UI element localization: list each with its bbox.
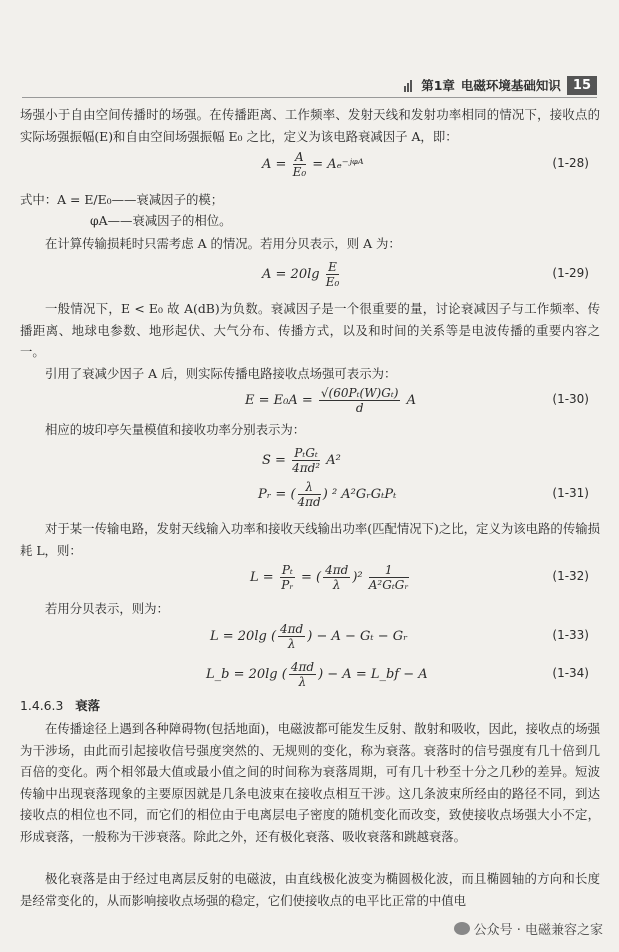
- eq-number: (1-28): [552, 156, 589, 170]
- chapter-bars-icon: [404, 79, 415, 92]
- frac-top: 4πd: [290, 660, 315, 674]
- frac-top: 1: [369, 563, 409, 578]
- paragraph-2b: φA——衰减因子的相位。: [90, 213, 232, 228]
- eq-fraction: [298, 480, 321, 509]
- eq-lhs: A = 20lg: [262, 267, 320, 282]
- frac-bottom: 4πd²: [292, 461, 321, 475]
- eq-rhs: A²: [326, 453, 341, 468]
- chapter-label: 第1章: [421, 78, 455, 93]
- header-rule: [22, 97, 597, 98]
- frac-bottom: A²GₜGᵣ: [368, 578, 409, 592]
- eq-lhs: E = E₀A =: [245, 393, 313, 408]
- eq-lhs: S =: [262, 453, 286, 468]
- eq-rhs: = Aₑ⁻ʲᵠᴬ: [312, 157, 364, 172]
- eq-number: (1-33): [552, 628, 589, 642]
- equation-1-31: Pᵣ = ( $\frac{\lambda}{4\pi d}$ ) ² A²GᵣGₜPₜ (1-31): [258, 480, 589, 509]
- eq-lhs: L =: [250, 570, 274, 585]
- eq-rhs: ² A²GᵣGₜPₜ: [331, 487, 397, 502]
- equation-1-30: [0, 386, 619, 416]
- eq-fraction-right: [369, 563, 409, 592]
- frac-top: 4πd: [280, 622, 304, 636]
- eq-fraction: [280, 563, 295, 592]
- equation-1-33: L = 20lg ( $\frac{4\pi d}{\lambda}$ ) − A − Gₜ − Gᵣ (1-33): [210, 622, 589, 651]
- paragraph-1: 场强小于自由空间传播时的场强。在传播距离、工作频率、发射天线和发射功率相同的情况下，接收点的实际场强振幅(E)和自由空间场强振幅 E₀ 之比，定义为该电路衰减因子 A，即：: [20, 107, 600, 144]
- paragraph-10: 极化衰落是由于经过电离层反射的电磁波，由直线极化波变为椭圆极化波，而且椭圆轴的方向和长度是经常变化的，从而影响接收点场强的稳定，它们使接收点的电平比正常的中值电: [20, 871, 600, 908]
- frac-top: 4πd: [325, 563, 349, 577]
- equation-1-34: L_b = 20lg ( $\frac{4\pi d}{\lambda}$ ) − A = L_bf − A (1-34): [206, 660, 589, 689]
- frac-bottom: λ: [287, 637, 296, 651]
- eq-number: (1-29): [552, 266, 589, 280]
- frac-bottom: E₀: [292, 165, 307, 179]
- equation-1-29: [0, 260, 619, 290]
- eq-number: (1-30): [552, 392, 589, 406]
- eq-fraction-mid: [323, 563, 350, 592]
- frac-bottom: Pᵣ: [281, 578, 294, 592]
- paragraph-7: 对于某一传输电路，发射天线输入功率和接收天线输出功率(匹配情况下)之比，定义为该电路的传输损耗 L，则：: [20, 521, 600, 558]
- wechat-icon: [454, 922, 470, 935]
- chapter-title: 电磁环境基础知识: [460, 78, 561, 93]
- section-number: 1.4.6.3: [20, 698, 64, 713]
- frac-bottom: λ: [298, 675, 307, 689]
- frac-bottom: E₀: [325, 275, 340, 289]
- frac-top: √(60Pₜ(W)Gₜ): [320, 386, 399, 400]
- frac-bottom: d: [355, 401, 364, 415]
- eq-rhs: − A − Gₜ − Gᵣ: [316, 629, 408, 644]
- watermark-text: 公众号 · 电磁兼容之家: [473, 923, 603, 938]
- section-heading: [20, 696, 100, 714]
- eq-fraction: [293, 150, 307, 179]
- page-number: 15: [567, 76, 597, 95]
- equation-poynting: [0, 446, 619, 476]
- eq-fraction: [278, 622, 305, 651]
- frac-top: Pₜ: [281, 563, 293, 577]
- watermark: [454, 919, 603, 938]
- eq-lhs: Pᵣ =: [258, 487, 287, 502]
- page-header: [404, 74, 597, 96]
- eq-number: (1-34): [552, 666, 589, 680]
- paragraph-4: 一般情况下，E < E₀ 故 A(dB)为负数。衰减因子是一个很重要的量，讨论衰减因子与工作频率、传播距离、地球电参数、地形起伏、大气分布、传播方式，以及和时间的关系等是电波传播的重要内容之一。: [20, 301, 600, 359]
- paragraph-8: 若用分贝表示，则为：: [45, 601, 169, 616]
- eq-number: (1-32): [552, 569, 589, 583]
- frac-top: λ: [298, 480, 321, 495]
- eq-lhs: L = 20lg: [210, 629, 267, 644]
- frac-bottom: 4πd: [297, 495, 321, 509]
- paragraph-6: 相应的坡印亭矢量模值和接收功率分别表示为：: [45, 422, 306, 437]
- equation-1-32: L = $\frac{\text{Pₜ}}{\text{Pᵣ}}$ = ( $\frac{4\pi d}{\lambda}$ )² $\frac{1}{\text{A²GₜGᵣ}}$ (1-32): [250, 563, 589, 592]
- paragraph-2a: 式中：A = E/E₀——衰减因子的模；: [20, 192, 224, 207]
- equation-1-28: [0, 150, 619, 180]
- eq-fraction: [289, 660, 316, 689]
- frac-top: PₜGₜ: [292, 446, 320, 461]
- frac-bottom: λ: [332, 578, 341, 592]
- frac-top: A: [293, 150, 307, 165]
- eq-fraction: [292, 446, 320, 475]
- eq-number: (1-31): [552, 486, 589, 500]
- eq-rhs: A: [406, 393, 416, 408]
- frac-top: E: [326, 260, 340, 275]
- paragraph-5: 引用了衰减少因子 A 后，则实际传播电路接收点场强可表示为：: [45, 366, 397, 381]
- eq-fraction: [319, 386, 401, 415]
- section-title: 衰落: [75, 698, 100, 713]
- eq-lhs: L_b = 20lg: [206, 667, 278, 682]
- eq-fraction: [326, 260, 340, 289]
- eq-lhs: A =: [262, 157, 287, 172]
- paragraph-3: 在计算传输损耗时只需考虑 A 的情况。若用分贝表示，则 A 为：: [45, 236, 401, 251]
- paragraph-9: 在传播途径上遇到各种障碍物(包括地面)，电磁波都可能发生反射、散射和吸收，因此，接收点的场强为干涉场，由此而引起接收信号强度突然的、无规则的变化，称为衰落。衰落时的信号强度有几十倍到几百倍的变化。两个相邻最大值或最小值之间的时间称为衰落周期，可有几十秒至十分之几秒的差异。短波传输中出现衰落现象的主要原因就是几条电波束在接收点相互干涉。这几条波束所经由的路径不同，到达接收点的相位也不同，而它们的相位由于电离层电子密度的随机变化而改变，致使接收点场强大小不定，形成衰落，一般称为干涉衰落。除此之外，还有极化衰落、吸收衰落和跳越衰落。: [20, 721, 600, 844]
- eq-rhs: − A = L_bf − A: [327, 667, 428, 682]
